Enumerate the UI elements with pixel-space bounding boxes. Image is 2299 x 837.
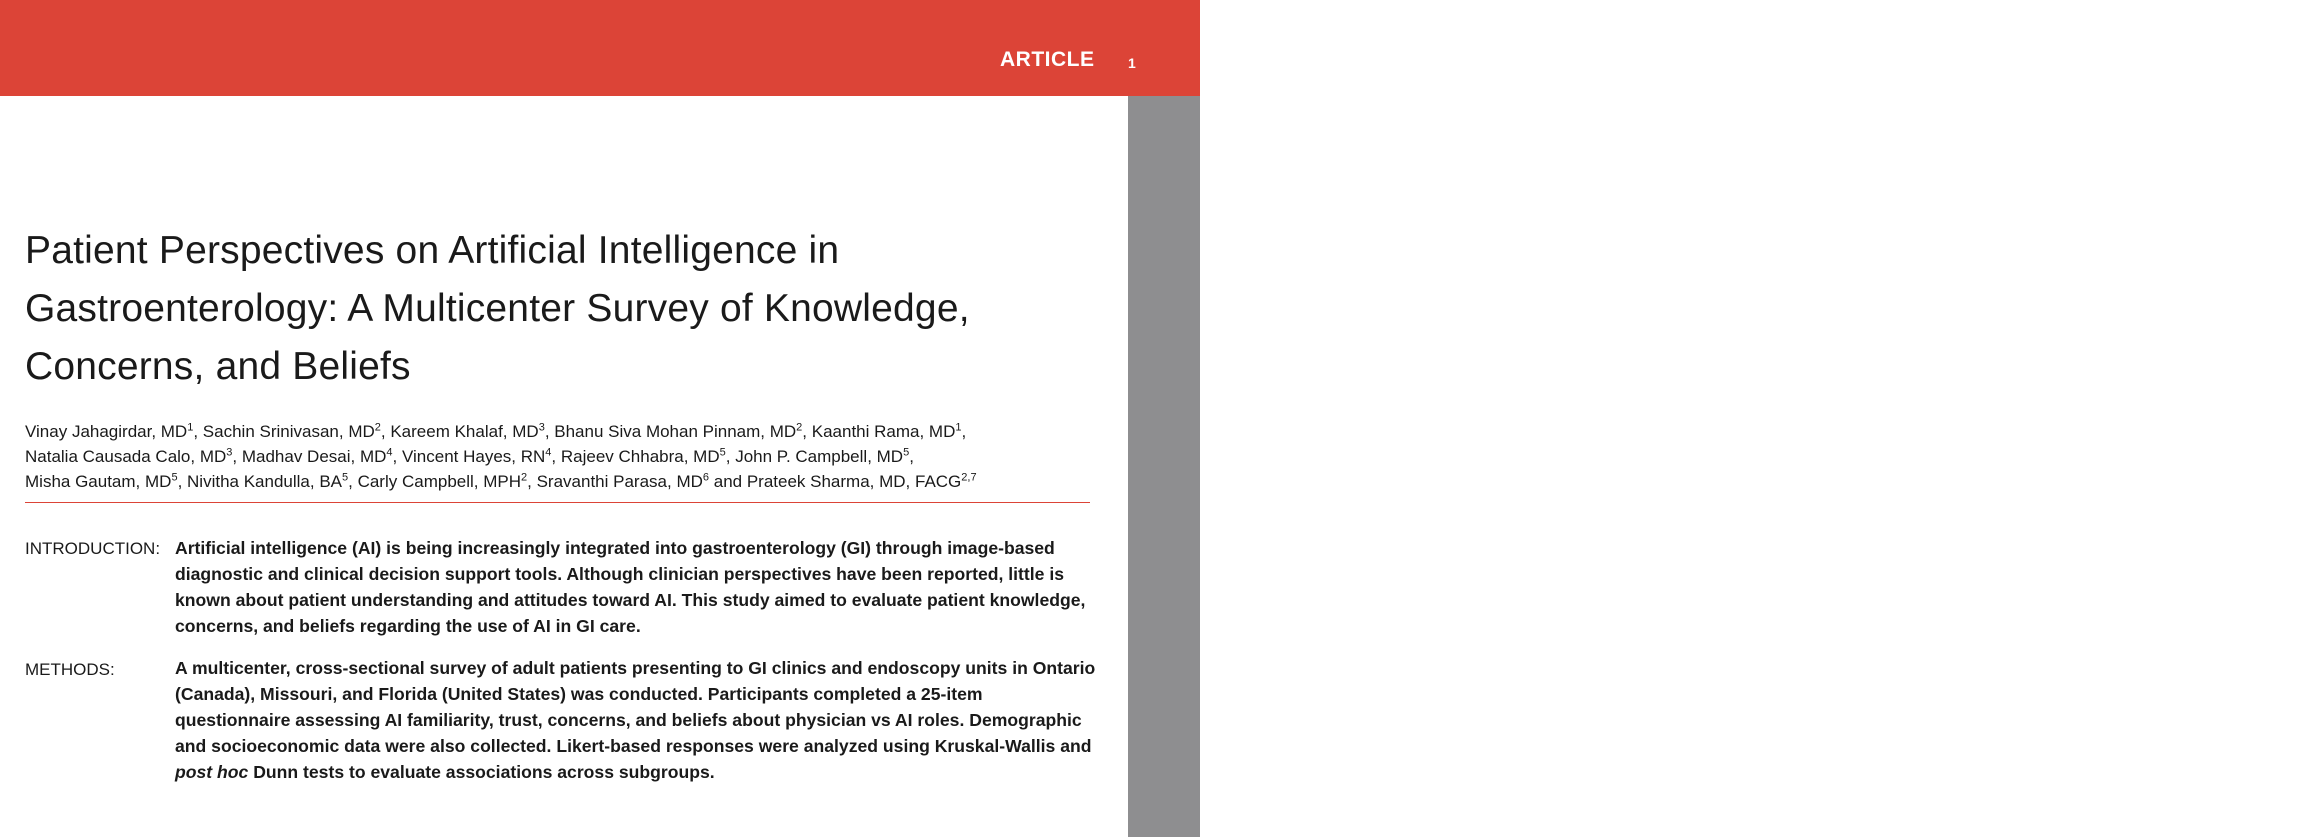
author-name: Natalia Causada Calo, MD: [25, 447, 227, 466]
methods-text-italic: post hoc: [175, 762, 249, 782]
methods-text-part: A multicenter, cross-sectional survey of adult patients presenting to GI clinics and endoscopy units in Ontario (Canada), Missouri, and Florida (United States) was conducted. Participants completed a 25-item questionnaire assessing AI familiarity, trust, concerns, and beliefs about physician vs AI roles. Demographic and socioeconomic data were also collected. Likert-based responses were analyzed using Kruskal-Wallis and: [175, 658, 1096, 756]
article-header-bar: [0, 0, 1200, 96]
author-affiliation: 4: [386, 446, 393, 459]
author-name: Vinay Jahagirdar, MD: [25, 422, 188, 441]
author-name: Kareem Khalaf, MD: [390, 422, 539, 441]
author-name: Nivitha Kandulla, BA: [187, 472, 342, 491]
page-number: 1: [1128, 55, 1136, 71]
author-name: Carly Campbell, MPH: [357, 472, 522, 491]
introduction-label: INTRODUCTION:: [25, 539, 161, 558]
author-affiliation: 5: [903, 446, 910, 459]
author-name: Sachin Srinivasan, MD: [202, 422, 375, 441]
author-affiliation: 2: [374, 421, 381, 434]
author-affiliation: 5: [719, 446, 726, 459]
author-affiliation: 3: [538, 421, 545, 434]
author-name: Bhanu Siva Mohan Pinnam, MD: [554, 422, 797, 441]
author-affiliation: 6: [702, 471, 710, 484]
author-list: Vinay Jahagirdar, $MD^1$, Sachin Srinivasan, $MD^2$, Kareem Khalaf, $MD^3$, Bhanu Siva Mohan Pinnam, $MD^2$, Kaanthi Rama, $MD^1$, Natalia Causada Calo, $MD^3$, Madhav Desai, $MD^4$, Vincent Hayes, $RN^4$, Rajeev Chhabra, $MD^5$, John P. Campbell, $MD^5$, Misha Gautam, $MD^5$, Nivitha Kandulla, $BA^5$, Carly Campbell, MPH$^2$, Sravanthi Parasa, $MD^6$ and Prateek Sharma, MD, FACG$^{2,7}$: [25, 421, 977, 491]
methods-text: [175, 655, 1100, 785]
author-name: Madhav Desai, MD: [241, 447, 387, 466]
author-name: Kaanthi Rama, MD: [811, 422, 956, 441]
author-name: Rajeev Chhabra, MD: [560, 447, 720, 466]
author-affiliation: 2,7: [961, 471, 977, 484]
author-name: John P. Campbell, MD: [735, 447, 904, 466]
divider-rule: [25, 502, 1090, 503]
article-type-label: ARTICLE: [1000, 48, 1095, 71]
author-affiliation: 1: [955, 421, 962, 434]
author-name: Misha Gautam, MD: [25, 472, 172, 491]
author-affiliation: 3: [226, 446, 233, 459]
author-affiliation: 5: [171, 471, 178, 484]
author-affiliation: 2: [521, 471, 528, 484]
author-name: Vincent Hayes, RN: [401, 447, 546, 466]
author-affiliation: 5: [342, 471, 349, 484]
author-name: Prateek Sharma, MD, FACG: [746, 472, 962, 491]
author-affiliation: 1: [187, 421, 194, 434]
methods-text-part: Dunn tests to evaluate associations across subgroups.: [248, 762, 715, 782]
article-title: Patient Perspectives on Artificial Intelligence in Gastroenterology: A Multicenter Survey of Knowledge, Concerns, and Beliefs: [25, 229, 970, 388]
author-name: Sravanthi Parasa, MD: [536, 472, 703, 491]
author-affiliation: 4: [545, 446, 552, 459]
section-label: GENERAL GI: [2261, 312, 2297, 522]
methods-label: METHODS:: [25, 660, 115, 679]
introduction-text: Artificial intelligence (AI) is being increasingly integrated into gastroenterology (GI) through image-based diagnostic and clinical decision support tools. Although clinician perspectives have been reported, little is known about patient understanding and attitudes toward AI. This study aimed to evaluate patient knowledge, concerns, and beliefs regarding the use of AI in GI care.: [175, 538, 1086, 636]
author-affiliation: 2: [796, 421, 803, 434]
